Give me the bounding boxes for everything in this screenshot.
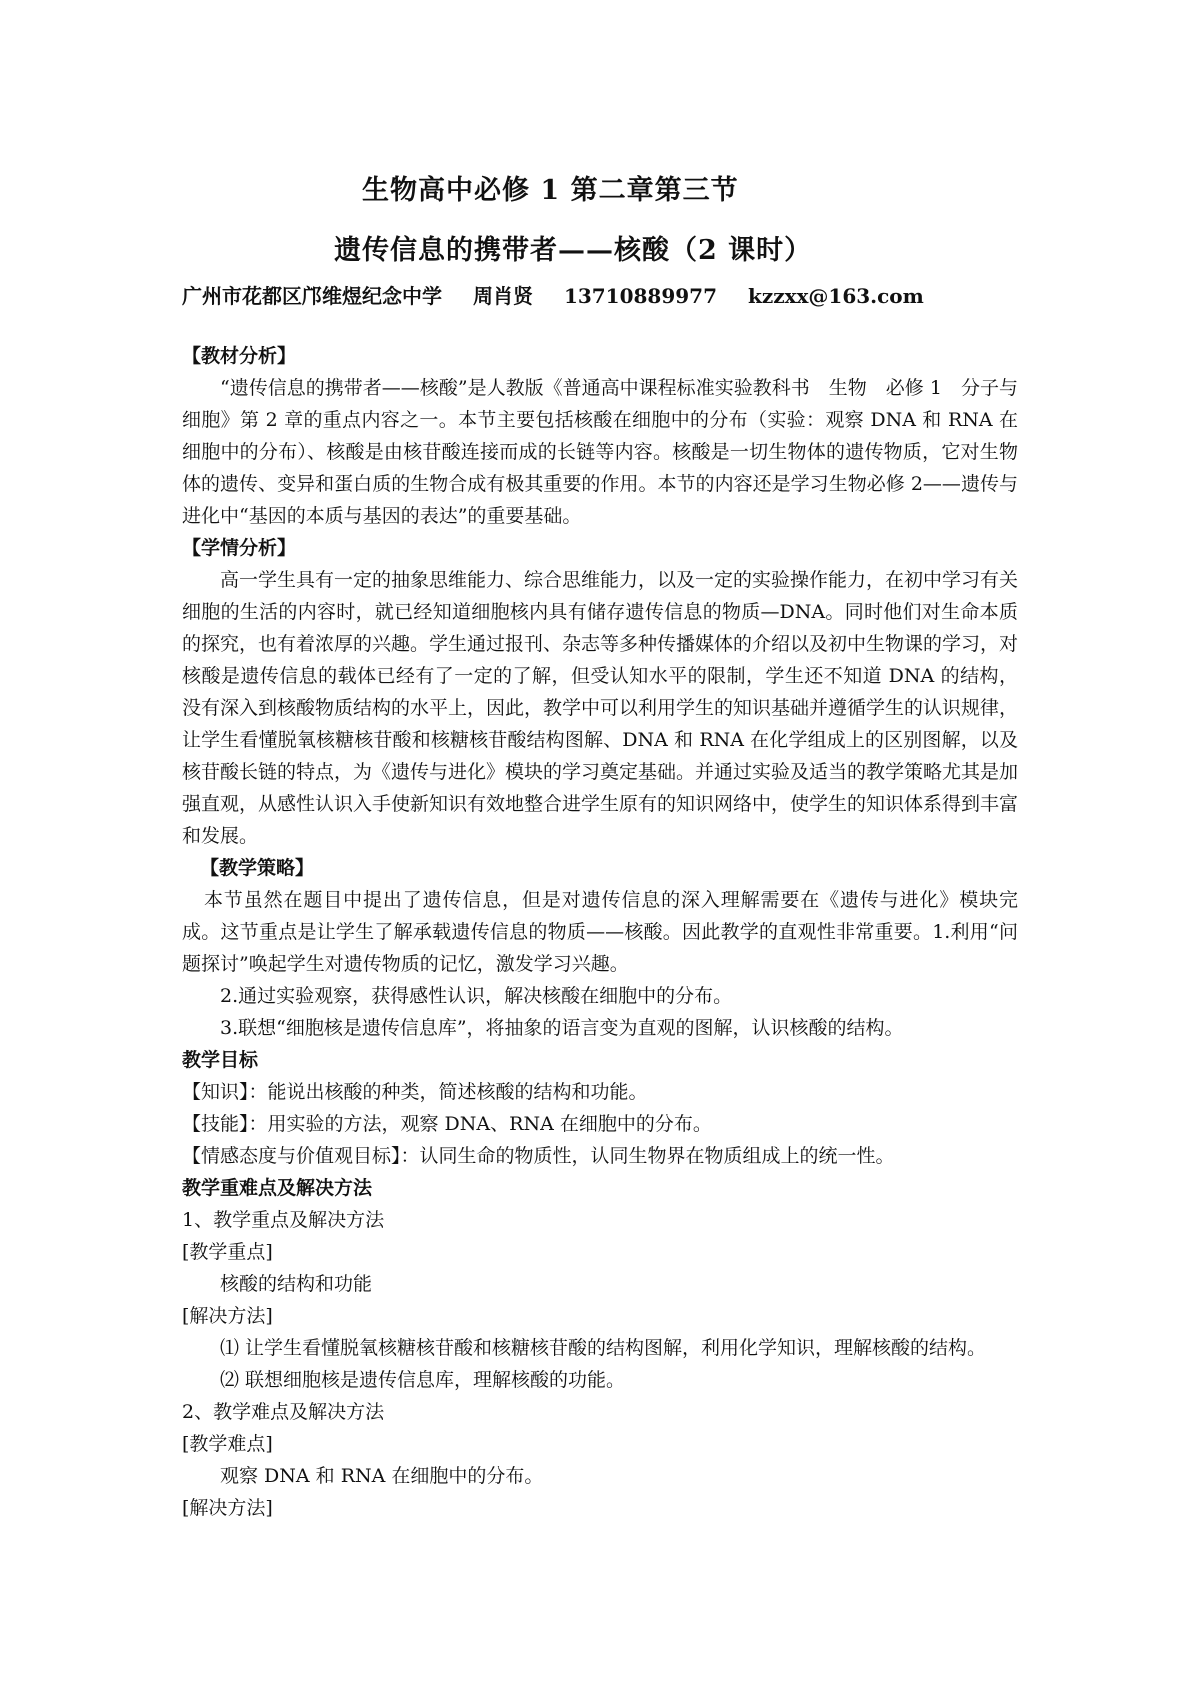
author-school: 广州市花都区邝维煜纪念中学 xyxy=(182,284,442,308)
key1-method-label: [解决方法] xyxy=(182,1305,273,1327)
goal-emotion xyxy=(182,1140,1018,1172)
goal-emotion-label: 【情感态度与价值观目标】 xyxy=(182,1145,401,1167)
author-name: 周肖贤 xyxy=(472,284,533,308)
author-phone: 13710889977 xyxy=(563,284,718,308)
goal-knowledge-text: ：能说出核酸的种类，简述核酸的结构和功能。 xyxy=(248,1081,648,1103)
student-heading: 【学情分析】 xyxy=(182,537,297,559)
key-heading: 教学重难点及解决方法 xyxy=(182,1177,373,1199)
strategy-heading: 【教学策略】 xyxy=(200,857,315,879)
author-line xyxy=(182,280,948,309)
textbook-paragraph: “遗传信息的携带者——核酸”是人教版《普通高中课程标准实验教科书 生物 必修 1 分子与细胞》第 2 章的重点内容之一。本节主要包括核酸在细胞中的分布（实验：观察 DNA 和 RNA 在细胞中的分布）、核酸是由核苷酸连接而成的长链等内容。核酸是一切生物体的遗传物质，它对生物体的遗传、变异和蛋白质的生物合成有极其重要的作用。本节的内容还是学习生物必修 2——遗传与进化中“基因的本质与基因的表达”的重要基础。 xyxy=(182,377,1018,527)
goals-heading: 教学目标 xyxy=(182,1049,259,1071)
goal-skill-label: 【技能】 xyxy=(182,1113,249,1135)
key2-title: 2、教学难点及解决方法 xyxy=(182,1401,385,1423)
key1-content: 核酸的结构和功能 xyxy=(220,1273,373,1295)
student-paragraph: 高一学生具有一定的抽象思维能力、综合思维能力，以及一定的实验操作能力，在初中学习有关细胞的生活的内容时，就已经知道细胞核内具有储存遗传信息的物质—DNA。同时他们对生命本质的探究，也有着浓厚的兴趣。学生通过报刊、杂志等多种传播媒体的介绍以及初中生物课的学习，对核酸是遗传信息的载体已经有了一定的了解，但受认知水平的限制，学生还不知道 DNA 的结构，没有深入到核酸物质结构的水平上，因此，教学中可以利用学生的知识基础并遵循学生的认识规律，让学生看懂脱氧核糖核苷酸和核糖核苷酸结构图解、DNA 和 RNA 在化学组成上的区别图解，以及核苷酸长链的特点，为《遗传与进化》模块的学习奠定基础。并通过实验及适当的教学策略尤其是加强直观，从感性认识入手使新知识有效地整合进学生原有的知识网络中，使学生的知识体系得到丰富和发展。 xyxy=(182,569,1019,847)
title-line-1: 生物高中必修 1 第二章第三节 xyxy=(362,175,739,206)
goal-knowledge-label: 【知识】 xyxy=(182,1081,249,1103)
key1-label: [教学重点] xyxy=(182,1241,273,1263)
goal-skill-text: ：用实验的方法，观察 DNA、RNA 在细胞中的分布。 xyxy=(248,1113,712,1135)
strategy-item-2: 2.通过实验观察，获得感性认识，解决核酸在细胞中的分布。 xyxy=(220,985,733,1007)
key1-method-2: ⑵ 联想细胞核是遗传信息库，理解核酸的功能。 xyxy=(220,1369,626,1391)
textbook-heading: 【教材分析】 xyxy=(182,345,297,367)
key2-content: 观察 DNA 和 RNA 在细胞中的分布。 xyxy=(220,1465,544,1487)
document-body xyxy=(182,340,1018,1524)
key1-method-1: ⑴ 让学生看懂脱氧核糖核苷酸和核糖核苷酸的结构图解，利用化学知识，理解核酸的结构。 xyxy=(220,1337,987,1359)
goal-skill xyxy=(182,1108,1018,1140)
strategy-item-3: 3.联想“细胞核是遗传信息库”，将抽象的语言变为直观的图解，认识核酸的结构。 xyxy=(220,1017,904,1039)
key2-method-label: [解决方法] xyxy=(182,1497,273,1519)
key1-title: 1、教学重点及解决方法 xyxy=(182,1209,385,1231)
goal-knowledge xyxy=(182,1076,1018,1108)
strategy-paragraph: 本节虽然在题目中提出了遗传信息，但是对遗传信息的深入理解需要在《遗传与进化》模块完成。这节重点是让学生了解承载遗传信息的物质——核酸。因此教学的直观性非常重要。1.利用“问题探讨”唤起学生对遗传物质的记忆，激发学习兴趣。 xyxy=(182,889,1018,975)
goal-emotion-text: ：认同生命的物质性，认同生物界在物质组成上的统一性。 xyxy=(400,1145,895,1167)
author-email: kzzxx@163.com xyxy=(747,284,924,308)
key2-label: [教学难点] xyxy=(182,1433,273,1455)
title-line-2: 遗传信息的携带者——核酸（2 课时） xyxy=(334,235,813,266)
